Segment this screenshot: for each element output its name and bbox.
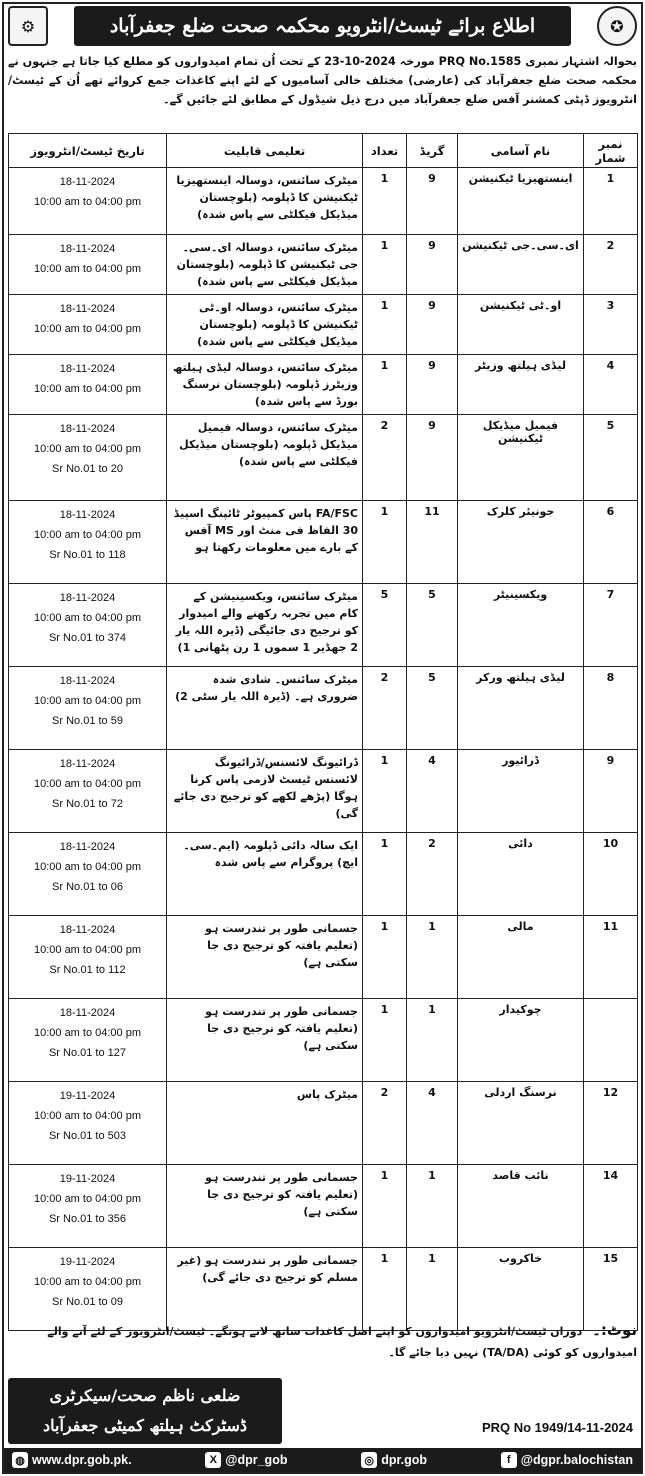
- schedule-range: Sr No.01 to 127: [48, 1047, 127, 1059]
- table-row: [9, 1082, 638, 1165]
- table-row: [9, 584, 638, 667]
- schedule-time: 10:00 am to 04:00 pm: [33, 695, 141, 707]
- row-sr: 14: [584, 1165, 638, 1248]
- row-qualification: ڈرائیونگ لائسنس/ڈرائیونگ لائسنس ٹیسٹ لازمی پاس کرنا ہوگا (پڑھے لکھے کو ترجیح دی جائے گی): [167, 750, 363, 833]
- schedule-date: 18-11-2024: [59, 841, 116, 853]
- row-grade: 1: [407, 1248, 458, 1331]
- row-sr: 1: [584, 168, 638, 235]
- schedule-time: 10:00 am to 04:00 pm: [33, 861, 141, 873]
- row-qualification: جسمانی طور پر تندرست ہو (تعلیم یافتہ کو ترجیح دی جا سکتی ہے): [167, 916, 363, 999]
- row-schedule: [9, 168, 167, 235]
- row-post-name: او۔ٹی ٹیکنیشن: [458, 295, 584, 355]
- note: [8, 1320, 637, 1363]
- table-row: [9, 1248, 638, 1331]
- row-qualification: میٹرک پاس: [167, 1082, 363, 1165]
- schedule-time: 10:00 am to 04:00 pm: [33, 529, 141, 541]
- table-row: [9, 750, 638, 833]
- row-post-name: جونیئر کلرک: [458, 501, 584, 584]
- facebook-icon: f: [501, 1452, 517, 1468]
- table-row: [9, 999, 638, 1082]
- row-schedule: [9, 916, 167, 999]
- row-schedule: [9, 1082, 167, 1165]
- row-qualification: میٹرک سائنس، دوسالہ ای۔سی۔جی ٹیکنیشن کا ڈپلومہ (بلوچستان میڈیکل فیکلٹی سے پاس شدہ): [167, 235, 363, 295]
- row-qualification: میٹرک سائنس، دوسالہ اینستھیزیا ٹیکنیشن کا ڈپلومہ (بلوچستان میڈیکل فیکلٹی سے پاس شدہ): [167, 168, 363, 235]
- row-qualification: FA/FSC پاس کمپیوٹر ٹائپنگ اسپیڈ 30 الفاظ فی منٹ اور MS آفس کے بارے میں معلومات رکھتا ہو: [167, 501, 363, 584]
- row-schedule: [9, 235, 167, 295]
- instagram-icon: ◎: [361, 1452, 377, 1468]
- row-schedule: [9, 415, 167, 501]
- row-post-name: لیڈی ہیلتھ ورکر: [458, 667, 584, 750]
- row-qualification: جسمانی طور پر تندرست ہو (غیر مسلم کو ترجیح دی جائے گی): [167, 1248, 363, 1331]
- schedule-date: 19-11-2024: [59, 1173, 116, 1185]
- schedule-range: Sr No.01 to 20: [52, 463, 123, 475]
- schedule-range: Sr No.01 to 59: [52, 715, 123, 727]
- row-grade: 5: [407, 667, 458, 750]
- row-count: 1: [363, 168, 407, 235]
- row-sr: 2: [584, 235, 638, 295]
- footer-facebook[interactable]: [501, 1452, 633, 1468]
- table-row: [9, 667, 638, 750]
- row-count: 1: [363, 999, 407, 1082]
- row-sr: 9: [584, 750, 638, 833]
- row-sr: 5: [584, 415, 638, 501]
- row-schedule: [9, 295, 167, 355]
- table-row: [9, 235, 638, 295]
- row-post-name: مالی: [458, 916, 584, 999]
- row-schedule: [9, 501, 167, 584]
- row-post-name: نائب قاصد: [458, 1165, 584, 1248]
- schedule-time: 10:00 am to 04:00 pm: [33, 778, 141, 790]
- schedule-time: 10:00 am to 04:00 pm: [33, 263, 141, 275]
- signature-block: [8, 1378, 282, 1444]
- row-count: 1: [363, 501, 407, 584]
- schedule-table: [8, 133, 638, 1331]
- ad-reference: PRQ No.1585: [438, 55, 522, 68]
- emblem-icon: ✪: [597, 6, 637, 46]
- header-count: تعداد: [363, 134, 407, 168]
- schedule-date: 18-11-2024: [59, 423, 116, 435]
- row-sr: 8: [584, 667, 638, 750]
- schedule-time: 10:00 am to 04:00 pm: [33, 383, 141, 395]
- row-grade: 9: [407, 235, 458, 295]
- table-row: [9, 168, 638, 235]
- row-post-name: اینستھیزیا ٹیکنیشن: [458, 168, 584, 235]
- row-post-name: فیمیل میڈیکل ٹیکنیشن: [458, 415, 584, 501]
- schedule-date: 18-11-2024: [59, 1007, 116, 1019]
- row-sr: 12: [584, 1082, 638, 1165]
- row-grade: 1: [407, 916, 458, 999]
- row-sr: [584, 999, 638, 1082]
- row-count: 5: [363, 584, 407, 667]
- schedule-time: 10:00 am to 04:00 pm: [33, 1193, 141, 1205]
- schedule-date: 18-11-2024: [59, 509, 116, 521]
- row-grade: 9: [407, 415, 458, 501]
- row-schedule: [9, 355, 167, 415]
- schedule-range: Sr No.01 to 356: [48, 1213, 127, 1225]
- row-count: 1: [363, 916, 407, 999]
- twitter-text: @dpr_gob: [225, 1453, 288, 1467]
- row-sr: 15: [584, 1248, 638, 1331]
- row-qualification: میٹرک سائنس، دوسالہ او۔ٹی ٹیکنیشن کا ڈپلومہ (بلوچستان میڈیکل فیکلٹی سے پاس شدہ): [167, 295, 363, 355]
- row-grade: 2: [407, 833, 458, 916]
- row-post-name: نرسنگ اردلی: [458, 1082, 584, 1165]
- facebook-text: @dgpr.balochistan: [520, 1453, 633, 1467]
- row-schedule: [9, 1248, 167, 1331]
- header-qual: تعلیمی قابلیت: [167, 134, 363, 168]
- row-qualification: میٹرک سائنس، دوسالہ فیمیل میڈیکل ڈپلومہ (بلوچستان میڈیکل فیکلٹی سے پاس شدہ): [167, 415, 363, 501]
- row-sr: 6: [584, 501, 638, 584]
- schedule-date: 18-11-2024: [59, 303, 116, 315]
- schedule-range: Sr No.01 to 72: [52, 798, 123, 810]
- schedule-date: 18-11-2024: [59, 675, 116, 687]
- table-header-row: [9, 134, 638, 168]
- footer-website[interactable]: [12, 1452, 132, 1468]
- intro-text-3: کے تحت اُن تمام امیدواروں کو مطلع کیا جاتا ہے جنہوں نے محکمہ صحت ضلع جعفرآباد کی (عارضی) مختلف خالی آسامیوں کے لئے اپنے کاغذات جمع کروائے تھے اُن کے ٹیسٹ/انٹرویوز ڈپٹی کمشنر آفس ضلع جعفرآباد میں درج ذیل شیڈول کے مطابق لئے جائیں گے۔: [8, 55, 637, 106]
- header-date: تاریخ ٹیسٹ/انٹرویوز: [9, 134, 167, 168]
- row-schedule: [9, 750, 167, 833]
- instagram-text: dpr.gob: [381, 1453, 428, 1467]
- row-grade: 11: [407, 501, 458, 584]
- row-qualification: ایک سالہ دائی ڈپلومہ (ایم۔سی۔ایچ) پروگرام سے پاس شدہ: [167, 833, 363, 916]
- row-grade: 9: [407, 295, 458, 355]
- row-sr: 11: [584, 916, 638, 999]
- schedule-range: Sr No.01 to 503: [48, 1130, 127, 1142]
- globe-icon: ◍: [12, 1452, 28, 1468]
- schedule-date: 18-11-2024: [59, 758, 116, 770]
- row-count: 2: [363, 1082, 407, 1165]
- footer: [4, 1448, 641, 1472]
- table-row: [9, 1165, 638, 1248]
- footer-twitter[interactable]: [205, 1452, 287, 1468]
- website-text: www.dpr.gob.pk.: [32, 1453, 132, 1467]
- table-row: [9, 833, 638, 916]
- row-post-name: ویکسینیٹر: [458, 584, 584, 667]
- row-grade: 4: [407, 1082, 458, 1165]
- row-schedule: [9, 667, 167, 750]
- row-grade: 5: [407, 584, 458, 667]
- row-sr: 10: [584, 833, 638, 916]
- schedule-time: 10:00 am to 04:00 pm: [33, 1027, 141, 1039]
- schedule-date: 18-11-2024: [59, 592, 116, 604]
- intro-text-1: بحوالہ اشتہار نمبری: [525, 55, 637, 68]
- schedule-time: 10:00 am to 04:00 pm: [33, 323, 141, 335]
- schedule-time: 10:00 am to 04:00 pm: [33, 443, 141, 455]
- seal-icon: ⚙: [8, 6, 48, 46]
- header: [4, 4, 641, 48]
- row-qualification: میٹرک سائنس، ویکسینیشن کے کام میں تجربہ رکھنے والے امیدوار کو ترجیح دی جائیگی (ڈیرہ اللہ یار 2 جھڈیر 1 سموں 1 رن پٹھانی 1): [167, 584, 363, 667]
- row-grade: 9: [407, 355, 458, 415]
- row-count: 1: [363, 355, 407, 415]
- schedule-date: 18-11-2024: [59, 176, 116, 188]
- row-sr: 3: [584, 295, 638, 355]
- intro-text-2: مورخہ: [399, 55, 435, 68]
- row-count: 2: [363, 415, 407, 501]
- schedule-range: Sr No.01 to 112: [49, 964, 126, 976]
- schedule-time: 10:00 am to 04:00 pm: [33, 612, 141, 624]
- schedule-date: 18-11-2024: [59, 363, 116, 375]
- row-post-name: خاکروب: [458, 1248, 584, 1331]
- header-sr: نمبر شمار: [584, 134, 638, 168]
- row-count: 2: [363, 667, 407, 750]
- table-row: [9, 501, 638, 584]
- row-post-name: ڈرائیور: [458, 750, 584, 833]
- table-row: [9, 295, 638, 355]
- table-row: [9, 415, 638, 501]
- row-grade: 1: [407, 1165, 458, 1248]
- schedule-date: 19-11-2024: [59, 1090, 116, 1102]
- row-qualification: میٹرک سائنس، دوسالہ لیڈی ہیلتھ وزیٹرز ڈپلومہ (بلوچستان نرسنگ بورڈ سے پاس شدہ): [167, 355, 363, 415]
- row-post-name: دائی: [458, 833, 584, 916]
- schedule-time: 10:00 am to 04:00 pm: [33, 1276, 141, 1288]
- row-post-name: چوکیدار: [458, 999, 584, 1082]
- prq-number: PRQ No 1949/14-11-2024: [481, 1420, 633, 1435]
- row-post-name: لیڈی ہیلتھ وزیٹر: [458, 355, 584, 415]
- row-post-name: ای۔سی۔جی ٹیکنیشن: [458, 235, 584, 295]
- row-schedule: [9, 999, 167, 1082]
- row-sr: 4: [584, 355, 638, 415]
- schedule-time: 10:00 am to 04:00 pm: [33, 944, 141, 956]
- row-grade: 4: [407, 750, 458, 833]
- x-icon: X: [205, 1452, 221, 1468]
- row-count: 1: [363, 1165, 407, 1248]
- note-text: دوران ٹیسٹ/انٹرویو امیدواروں کو اپنے اصل کاغذات ساتھ لانے ہونگے۔ ٹیسٹ/انٹرویوز کے لئے آنے والے امیدواروں کو کوئی (TA/DA) نہیں دیا جائے گا۔: [47, 1325, 637, 1359]
- row-schedule: [9, 584, 167, 667]
- row-count: 1: [363, 1248, 407, 1331]
- signature-line-2: ڈسٹرکٹ ہیلتھ کمیٹی جعفرآباد: [43, 1416, 247, 1435]
- schedule-date: 18-11-2024: [59, 924, 116, 936]
- table-row: [9, 355, 638, 415]
- schedule-date: 18-11-2024: [59, 243, 116, 255]
- intro-paragraph: [8, 52, 637, 109]
- row-qualification: جسمانی طور پر تندرست ہو (تعلیم یافتہ کو ترجیح دی جا سکتی ہے): [167, 999, 363, 1082]
- row-count: 1: [363, 750, 407, 833]
- schedule-time: 10:00 am to 04:00 pm: [33, 196, 141, 208]
- signature-line-1: ضلعی ناظم صحت/سیکرٹری: [49, 1386, 241, 1405]
- row-count: 1: [363, 833, 407, 916]
- header-grade: گریڈ: [407, 134, 458, 168]
- page-title: اطلاع برائے ٹیسٹ/انٹرویو محکمہ صحت ضلع جعفرآباد: [74, 6, 571, 46]
- schedule-range: Sr No.01 to 09: [52, 1296, 123, 1308]
- row-qualification: جسمانی طور پر تندرست ہو (تعلیم یافتہ کو ترجیح دی جا سکتی ہے): [167, 1165, 363, 1248]
- row-schedule: [9, 1165, 167, 1248]
- table-row: [9, 916, 638, 999]
- row-grade: 9: [407, 168, 458, 235]
- footer-instagram[interactable]: [361, 1452, 427, 1468]
- row-sr: 7: [584, 584, 638, 667]
- schedule-date: 19-11-2024: [59, 1256, 116, 1268]
- note-label: نوٹ:۔: [592, 1321, 637, 1339]
- row-count: 1: [363, 295, 407, 355]
- header-name: نام آسامی: [458, 134, 584, 168]
- row-schedule: [9, 833, 167, 916]
- row-grade: 1: [407, 999, 458, 1082]
- schedule-range: Sr No.01 to 374: [48, 632, 127, 644]
- row-qualification: میٹرک سائنس۔ شادی شدہ ضروری ہے۔ (ڈیرہ اللہ یار سٹی 2): [167, 667, 363, 750]
- schedule-range: Sr No.01 to 118: [49, 549, 126, 561]
- row-count: 1: [363, 235, 407, 295]
- schedule-time: 10:00 am to 04:00 pm: [33, 1110, 141, 1122]
- schedule-range: Sr No.01 to 06: [52, 881, 123, 893]
- ad-date: 23-10-2024: [324, 55, 396, 68]
